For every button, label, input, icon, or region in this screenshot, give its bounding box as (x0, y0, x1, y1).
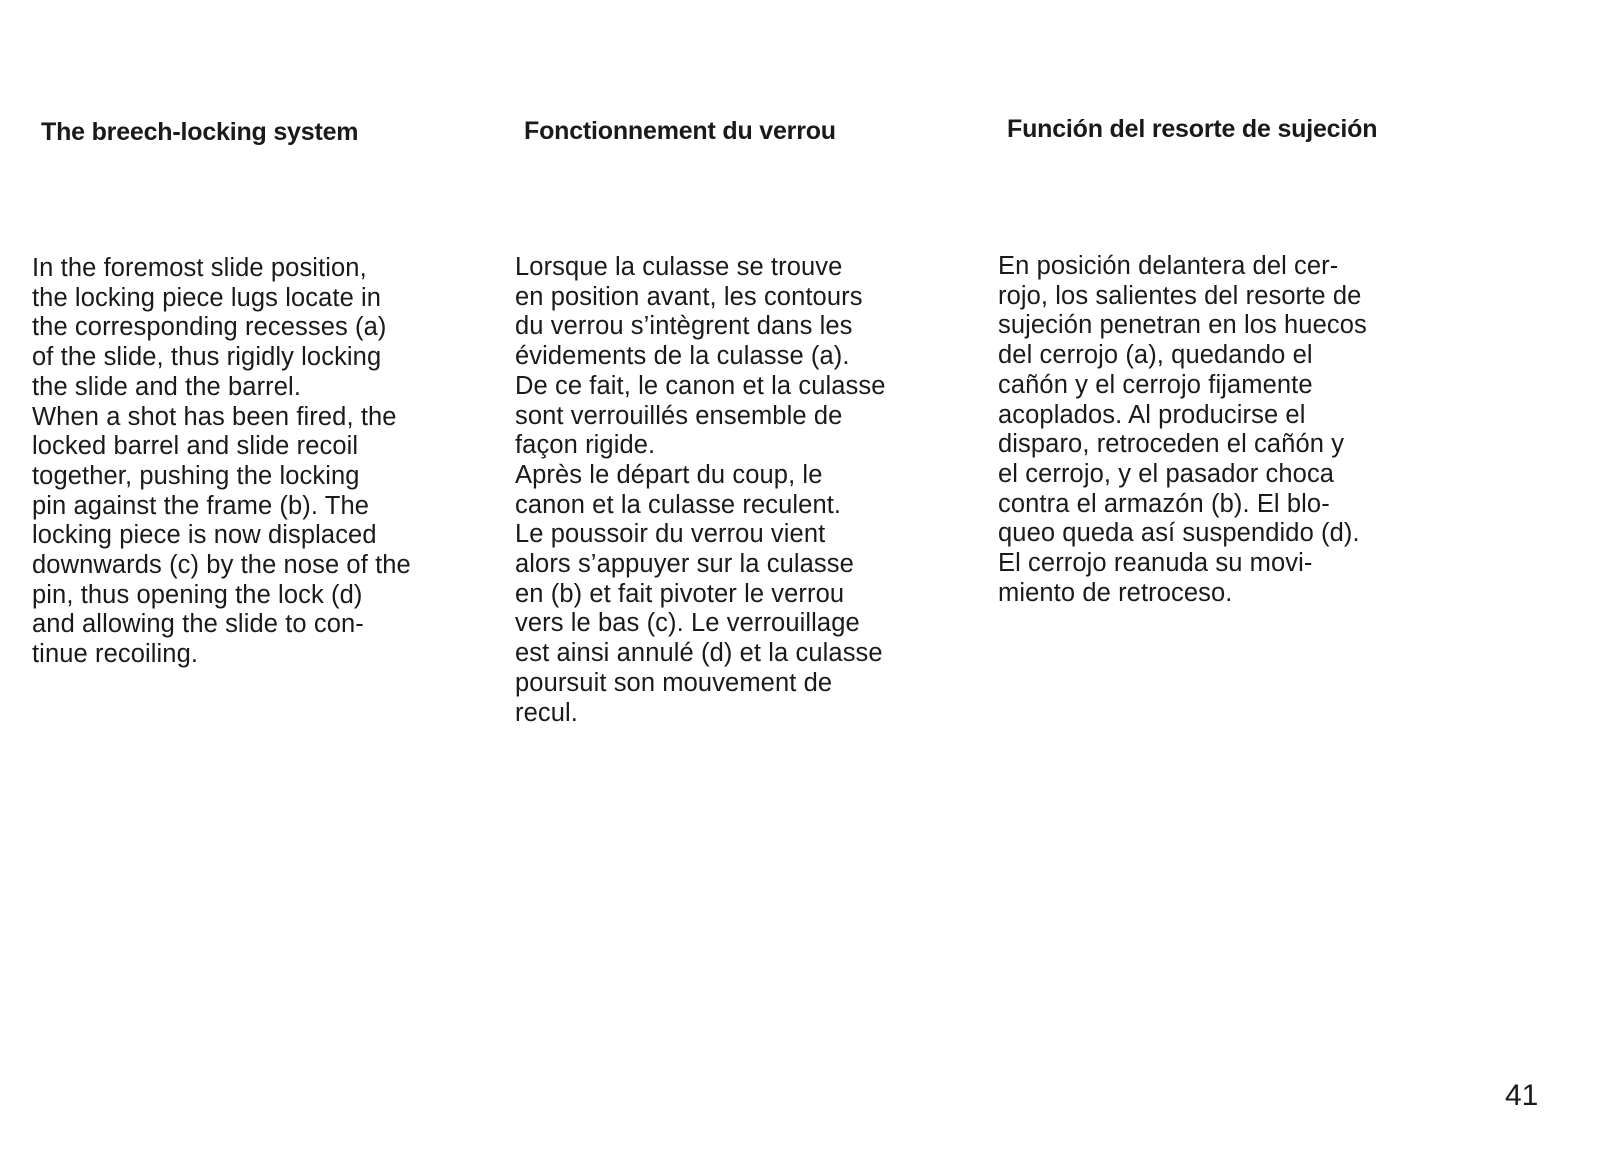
page-number: 41 (1505, 1079, 1539, 1112)
body-french (515, 253, 886, 728)
text-line: poursuit son mouvement de (515, 668, 833, 697)
text-line: pin against the frame (b). The (32, 491, 370, 520)
text-line: together, pushing the locking (32, 461, 360, 490)
heading-french: Fonctionnement du verrou (524, 117, 836, 145)
body-spanish (998, 252, 1367, 608)
text-line: façon rigide. (515, 431, 656, 460)
text-line: recul. (515, 698, 578, 727)
text-line: the slide and the barrel. (32, 372, 302, 401)
text-line: of the slide, thus rigidly locking (32, 343, 382, 372)
text-line: sujeción penetran en los huecos (998, 311, 1367, 340)
text-line: En posición delantera del cer- (998, 252, 1339, 280)
text-line: vers le bas (c). Le verrouillage (515, 609, 860, 638)
text-line: cañón y el cerrojo fijamente (998, 370, 1313, 399)
text-line: acoplados. Al producirse el (998, 400, 1306, 429)
text-line: el cerrojo, y el pasador choca (998, 459, 1335, 488)
text-line: en (b) et fait pivoter le verrou (515, 579, 845, 608)
text-line: del cerrojo (a), quedando el (998, 341, 1313, 370)
text-line: and allowing the slide to con- (32, 610, 364, 639)
text-line: disparo, retroceden el cañón y (998, 430, 1345, 459)
body-english (32, 254, 411, 670)
text-line: downwards (c) by the nose of the (32, 551, 411, 580)
text-line: est ainsi annulé (d) et la culasse (515, 639, 883, 668)
text-line: queo queda así suspendido (d). (998, 519, 1360, 548)
text-line: El cerrojo reanuda su movi- (998, 549, 1313, 578)
text-line: évidements de la culasse (a). (515, 342, 850, 371)
text-line: rojo, los salientes del resorte de (998, 281, 1362, 310)
text-line: tinue recoiling. (32, 640, 199, 669)
heading-spanish: Función del resorte de sujeción (1007, 115, 1378, 143)
text-line: du verrou s’intègrent dans les (515, 312, 853, 341)
text-line: pin, thus opening the lock (d) (32, 580, 363, 609)
text-line: Lorsque la culasse se trouve (515, 253, 843, 281)
text-line: locked barrel and slide recoil (32, 432, 359, 461)
text-line: canon et la culasse reculent. (515, 490, 842, 519)
text-line: De ce fait, le canon et la culasse (515, 371, 886, 400)
text-line: contra el armazón (b). El blo- (998, 489, 1330, 518)
text-line: the corresponding recesses (a) (32, 313, 387, 342)
text-line: miento de retroceso. (998, 578, 1233, 607)
text-line: Le poussoir du verrou vient (515, 520, 826, 549)
text-line: In the foremost slide position, (32, 254, 367, 282)
text-line: the locking piece lugs locate in (32, 283, 382, 312)
text-line: Après le départ du coup, le (515, 460, 823, 489)
text-line: sont verrouillés ensemble de (515, 401, 843, 430)
text-line: alors s’appuyer sur la culasse (515, 550, 854, 579)
heading-english: The breech-locking system (41, 118, 359, 146)
text-line: locking piece is now displaced (32, 521, 377, 550)
text-line: en position avant, les contours (515, 282, 863, 311)
text-line: When a shot has been fired, the (32, 402, 397, 431)
